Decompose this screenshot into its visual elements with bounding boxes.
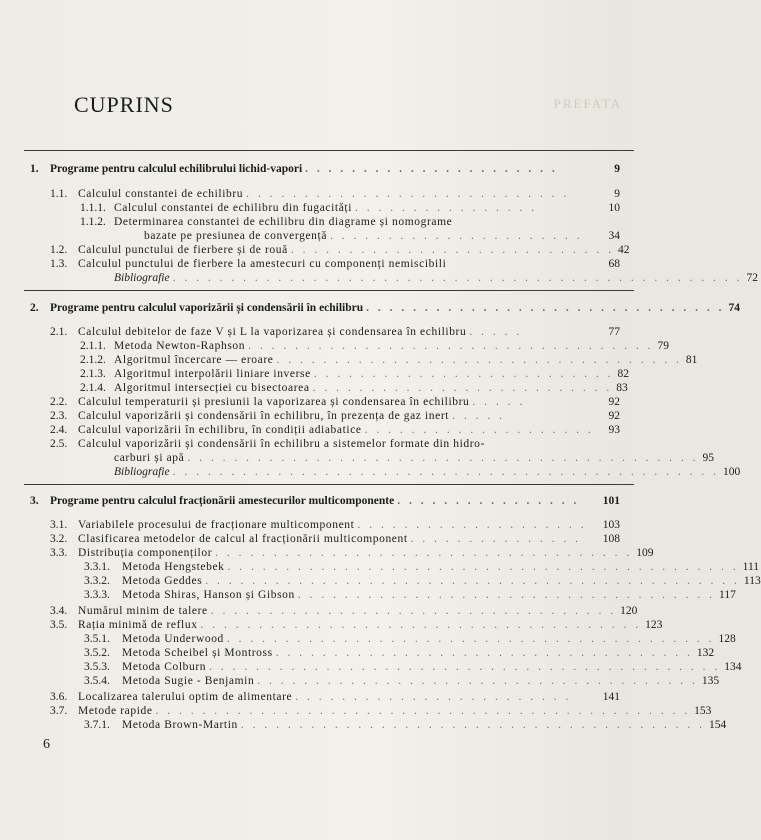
toc-entry[interactable]: 2.3. Calculul vaporizării și condensării în echilibru, în prezența de gaz inert . . . . . 92 xyxy=(50,410,620,422)
page-ref: 9 xyxy=(614,163,620,175)
page-title: CUPRINS xyxy=(74,92,174,117)
toc-entry[interactable]: 2.1.2. Algoritmul încercare — eroare . . . . . . . . . . . . . . . . . . . . . . . . . . . . . . . . . . . 81 xyxy=(80,354,698,366)
toc-entry[interactable]: 2.1.1. Metoda Newton-Raphson . . . . . . . . . . . . . . . . . . . . . . . . . . . . . . . . . . . 79 xyxy=(80,340,669,352)
toc-entry[interactable]: 3.4. Numărul minim de talere . . . . . . . . . . . . . . . . . . . . . . . . . . . . . . . . . . . 120 xyxy=(50,605,638,617)
toc-entry[interactable]: 3.5.4. Metoda Sugie - Benjamin . . . . . . . . . . . . . . . . . . . . . . . . . . . . . . . . . . . . . . 135 xyxy=(84,675,720,687)
toc-entry[interactable]: 1.1.2. Determinarea constantei de echilibru din diagrame și nomograme xyxy=(80,216,453,228)
toc-entry[interactable]: 3.5.1. Metoda Underwood . . . . . . . . . . . . . . . . . . . . . . . . . . . . . . . . . . . . . . . . . . 128 xyxy=(84,633,736,645)
toc-entry[interactable]: 2.4. Calculul vaporizării în echilibru, în condiții adiabatice . . . . . . . . . . . . . . . . . . . . 93 xyxy=(50,424,620,436)
toc-entry[interactable]: 1.1.1. Calculul constantei de echilibru din fugacități . . . . . . . . . . . . . . . . 10 xyxy=(80,202,620,214)
bibliography-entry[interactable]: Bibliografie . . . . . . . . . . . . . . . . . . . . . . . . . . . . . . . . . . . . . . . . . . . . . . . 100 xyxy=(114,466,741,478)
toc-entry[interactable]: 3.3.3. Metoda Shiras, Hanson și Gibson . . . . . . . . . . . . . . . . . . . . . . . . . . . . . . . . . . . . 117 xyxy=(84,589,736,601)
toc-entry[interactable]: 2.5. Calculul vaporizării și condensării în echilibru a sistemelor formate din hidro- xyxy=(50,438,485,450)
toc-entry[interactable]: 3.3.2. Metoda Geddes . . . . . . . . . . . . . . . . . . . . . . . . . . . . . . . . . . . . . . . . . . . . . . 113 xyxy=(84,575,761,587)
toc-entry[interactable]: 3.3. Distribuția componenților . . . . . . . . . . . . . . . . . . . . . . . . . . . . . . . . . . . . 109 xyxy=(50,547,654,559)
toc-entry[interactable]: 2.2. Calculul temperaturii și presiunii la vaporizarea și condensarea în echilibru . . . . . 92 xyxy=(50,396,620,408)
bleed-through-text: PREFATA xyxy=(553,96,622,111)
toc-entry[interactable]: 3.7.1. Metoda Brown-Martin . . . . . . . . . . . . . . . . . . . . . . . . . . . . . . . . . . . . . . . . 154 xyxy=(84,719,727,731)
toc-entry-continued[interactable]: bazate pe presiunea de convergență . . . . . . . . . . . . . . . . . . . . . . 34 xyxy=(144,230,620,242)
toc-entry[interactable]: 3.5. Rația minimă de reflux . . . . . . . . . . . . . . . . . . . . . . . . . . . . . . . . . . . . . . 123 xyxy=(50,619,663,631)
chapter-2-heading[interactable]: 2. Programe pentru calculul vaporizării și condensării în echilibru . . . . . . . . . . . . . . . . . . . . . . . . . . . . . . . 74 xyxy=(30,302,741,314)
toc-entry[interactable]: 2.1.3. Algoritmul interpolării liniare inverse . . . . . . . . . . . . . . . . . . . . . . . . . . 82 xyxy=(80,368,629,380)
toc-entry[interactable]: 3.7. Metode rapide . . . . . . . . . . . . . . . . . . . . . . . . . . . . . . . . . . . . . . . . . . . . . . 153 xyxy=(50,705,712,717)
page-number: 6 xyxy=(43,737,50,752)
divider xyxy=(24,484,634,485)
divider xyxy=(24,150,634,151)
toc-entry[interactable]: 3.6. Localizarea talerului optim de alimentare . . . . . . . . . . . . . . . . . . . . . . . . 141 xyxy=(50,691,620,703)
bibliography-entry[interactable]: Bibliografie . . . . . . . . . . . . . . . . . . . . . . . . . . . . . . . . . . . . . . . . . . . . . . . . . 72 xyxy=(114,272,758,284)
toc-entry[interactable]: 3.3.1. Metoda Hengstebek . . . . . . . . . . . . . . . . . . . . . . . . . . . . . . . . . . . . . . . . . . . . 111 xyxy=(84,561,760,573)
toc-entry[interactable]: 1.2. Calculul punctului de fierbere și de rouă . . . . . . . . . . . . . . . . . . . . . . . . . . . . 42 xyxy=(50,244,630,256)
toc-entry[interactable]: 3.2. Clasificarea metodelor de calcul al fracționării multicomponent . . . . . . . . . . . . . . . 108 xyxy=(50,533,620,545)
divider xyxy=(24,290,634,291)
toc-entry-continued[interactable]: carburi și apă . . . . . . . . . . . . . . . . . . . . . . . . . . . . . . . . . . . . . . . . . . . . 95 xyxy=(114,452,714,464)
toc-entry[interactable]: 1.3. Calculul punctului de fierbere la amestecuri cu componenți nemiscibili 68 xyxy=(50,258,620,270)
toc-entry[interactable]: 2.1.4. Algoritmul intersecției cu bisectoarea . . . . . . . . . . . . . . . . . . . . . . . . . . 83 xyxy=(80,382,628,394)
toc-entry[interactable]: 1.1. Calculul constantei de echilibru . . . . . . . . . . . . . . . . . . . . . . . . . . . . 9 xyxy=(50,188,620,200)
toc-entry[interactable]: 3.5.2. Metoda Scheibel și Montross . . . . . . . . . . . . . . . . . . . . . . . . . . . . . . . . . . . . 132 xyxy=(84,647,715,659)
toc-entry[interactable]: 3.1. Variabilele procesului de fracționare multicomponent . . . . . . . . . . . . . . . . . . . . 103 xyxy=(50,519,620,531)
chapter-3-heading[interactable]: 3. Programe pentru calculul fracționării amestecurilor multicomponente . . . . . . . . . . . . . . . . 101 xyxy=(30,495,620,507)
chapter-title: Programe pentru calculul echilibrului lichid-vapori xyxy=(50,163,303,175)
leader-dots: . . . . . . . . . . . . . . . . . . . . . . xyxy=(305,163,558,175)
chapter-number: 1. xyxy=(30,163,39,175)
toc-entry[interactable]: 2.1. Calculul debitelor de faze V și L la vaporizarea și condensarea în echilibru . . . . . 77 xyxy=(50,326,620,338)
toc-entry[interactable]: 3.5.3. Metoda Colburn . . . . . . . . . . . . . . . . . . . . . . . . . . . . . . . . . . . . . . . . . . . . 134 xyxy=(84,661,742,673)
chapter-1-heading[interactable] xyxy=(30,161,620,177)
